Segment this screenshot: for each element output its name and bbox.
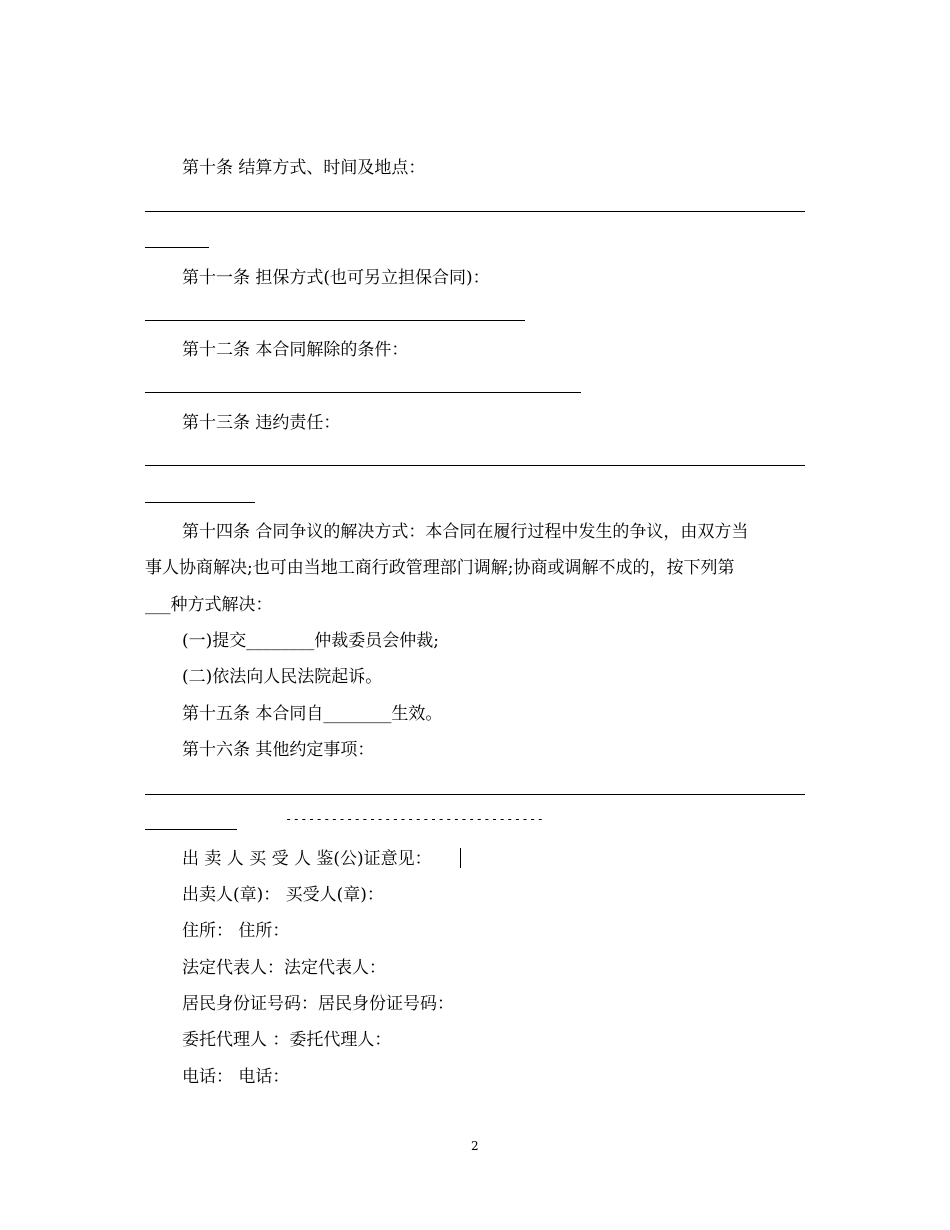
signature-parties-row: 出 卖 人 买 受 人 鉴(公)证意见： <box>182 849 432 869</box>
legal-representative-row: 法定代表人：法定代表人： <box>182 958 386 978</box>
seal-row: 出卖人(章)： 买受人(章)： <box>182 885 384 905</box>
article-13-heading: 第十三条 违约责任： <box>182 413 341 433</box>
article-14-line-3: ___种方式解决： <box>145 595 273 615</box>
blank-line <box>145 392 581 393</box>
blank-line <box>145 465 805 466</box>
article-16-heading: 第十六条 其他约定事项： <box>182 740 375 760</box>
agent-row: 委托代理人 ：委托代理人： <box>182 1030 392 1050</box>
article-12-heading: 第十二条 本合同解除的条件： <box>182 340 409 360</box>
article-10-heading: 第十条 结算方式、时间及地点： <box>182 158 426 178</box>
dashed-line: ---------------------------------- <box>285 812 545 826</box>
article-15: 第十五条 本合同自________生效。 <box>182 704 443 724</box>
blank-line <box>145 794 805 795</box>
blank-line <box>145 247 209 248</box>
article-14-line-1: 第十四条 合同争议的解决方式：本合同在履行过程中发生的争议，由双方当 <box>182 522 749 542</box>
article-11-heading: 第十一条 担保方式(也可另立担保合同)： <box>182 268 490 288</box>
blank-line <box>145 320 525 321</box>
article-14-line-2: 事人协商解决;也可由当地工商行政管理部门调解;协商或调解不成的，按下列第 <box>145 558 735 578</box>
article-14-option-2: (二)依法向人民法院起诉。 <box>182 667 383 687</box>
id-number-row: 居民身份证号码：居民身份证号码： <box>182 994 454 1014</box>
text-cursor <box>460 848 461 868</box>
phone-row: 电话： 电话： <box>182 1067 290 1087</box>
blank-line <box>145 829 237 830</box>
article-14-option-1: (一)提交________仲裁委员会仲裁; <box>182 631 439 651</box>
page-number: 2 <box>471 1139 479 1153</box>
blank-line <box>145 502 255 503</box>
address-row: 住所： 住所： <box>182 921 290 941</box>
blank-line <box>145 211 805 212</box>
